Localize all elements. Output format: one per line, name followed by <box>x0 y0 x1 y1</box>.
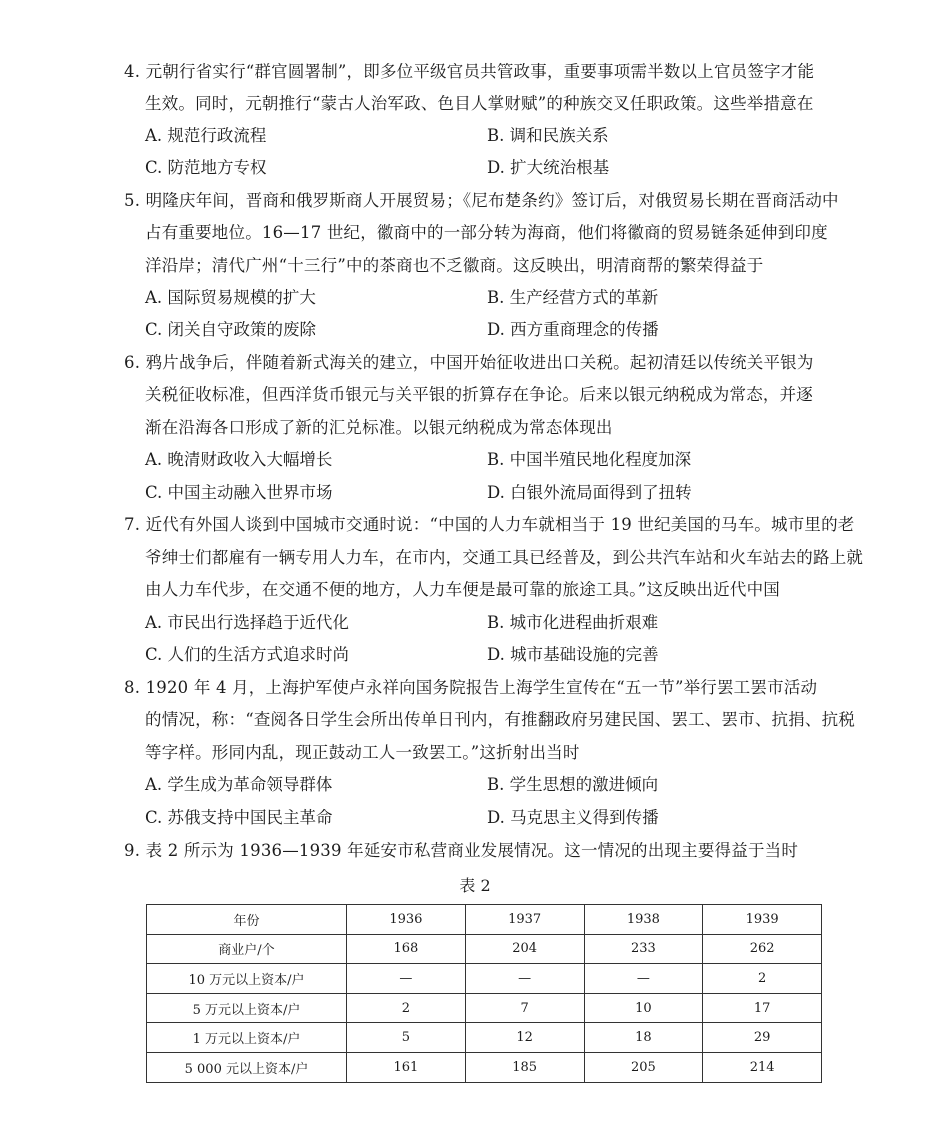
question-text-line: 5. 明隆庆年间，晋商和俄罗斯商人开展贸易；《尼布楚条约》签订后，对俄贸易长期在晋商活动中 <box>124 191 839 210</box>
option-a: A. 国际贸易规模的扩大 <box>145 288 316 307</box>
option-d: D. 西方重商理念的传播 <box>487 320 659 339</box>
row-label: 10 万元以上资本/户 <box>147 964 347 994</box>
table-row <box>147 1052 822 1082</box>
question-text-line: 占有重要地位。16—17 世纪，徽商中的一部分转为海商，他们将徽商的贸易链条延伸到印度 <box>145 223 828 242</box>
question-text-line: 9. 表 2 所示为 1936—1939 年延安市私营商业发展情况。这一情况的出现主要得益于当时 <box>124 841 799 860</box>
table-row <box>147 934 822 964</box>
question-text-line: 洋沿岸；清代广州“十三行”中的茶商也不乏徽商。这反映出，明清商帮的繁荣得益于 <box>145 256 764 275</box>
question-text-line: 4. 元朝行省实行“群官圆署制”，即多位平级官员共管政事，重要事项需半数以上官员签字才能 <box>124 62 815 81</box>
option-d: D. 马克思主义得到传播 <box>487 808 659 827</box>
option-d: D. 扩大统治根基 <box>487 158 610 177</box>
table-cell: 2 <box>703 964 822 994</box>
row-label: 商业户/个 <box>147 934 347 964</box>
table-cell: 5 <box>347 1023 466 1053</box>
option-d: D. 城市基础设施的完善 <box>487 645 659 664</box>
option-b: B. 生产经营方式的革新 <box>487 288 659 307</box>
table-cell: — <box>465 964 584 994</box>
table-header-row <box>147 905 822 935</box>
table-row <box>147 964 822 994</box>
option-c: C. 闭关自守政策的废除 <box>145 320 317 339</box>
table-row <box>147 993 822 1023</box>
table-cell: 10 <box>584 993 703 1023</box>
table-row <box>147 1023 822 1053</box>
question-text-line: 关税征收标准，但西洋货币银元与关平银的折算存在争论。后来以银元纳税成为常态，并逐 <box>145 385 813 404</box>
option-a: A. 规范行政流程 <box>145 126 267 145</box>
header-cell: 1938 <box>584 905 703 935</box>
option-c: C. 中国主动融入世界市场 <box>145 483 333 502</box>
question-text-line: 由人力车代步，在交通不便的地方，人力车便是最可靠的旅途工具。”这反映出近代中国 <box>145 580 780 599</box>
table-cell: 233 <box>584 934 703 964</box>
table-cell: 204 <box>465 934 584 964</box>
table-cell: 168 <box>347 934 466 964</box>
option-b: B. 城市化进程曲折艰难 <box>487 613 659 632</box>
option-a: A. 晚清财政收入大幅增长 <box>145 450 333 469</box>
question-text-line: 的情况，称：“查阅各日学生会所出传单日刊内，有推翻政府另建民国、罢工、罢市、抗捐、抗税 <box>145 710 856 729</box>
row-label: 1 万元以上资本/户 <box>147 1023 347 1053</box>
table-cell: 185 <box>465 1052 584 1082</box>
header-cell: 年份 <box>147 905 347 935</box>
header-cell: 1939 <box>703 905 822 935</box>
option-c: C. 人们的生活方式追求时尚 <box>145 645 350 664</box>
option-a: A. 学生成为革命领导群体 <box>145 775 333 794</box>
table-caption: 表 2 <box>459 876 491 895</box>
table-cell: 214 <box>703 1052 822 1082</box>
option-b: B. 学生思想的激进倾向 <box>487 775 659 794</box>
row-label: 5 万元以上资本/户 <box>147 993 347 1023</box>
table-cell: 12 <box>465 1023 584 1053</box>
header-cell: 1936 <box>347 905 466 935</box>
question-text-line: 爷绅士们都雇有一辆专用人力车，在市内，交通工具已经普及，到公共汽车站和火车站去的路上就 <box>145 548 864 567</box>
option-b: B. 中国半殖民地化程度加深 <box>487 450 692 469</box>
table-cell: 262 <box>703 934 822 964</box>
option-b: B. 调和民族关系 <box>487 126 609 145</box>
question-text-line: 6. 鸦片战争后，伴随着新式海关的建立，中国开始征收进出口关税。起初清廷以传统关平银为 <box>124 353 814 372</box>
table-cell: 29 <box>703 1023 822 1053</box>
row-label: 5 000 元以上资本/户 <box>147 1052 347 1082</box>
option-a: A. 市民出行选择趋于近代化 <box>145 613 349 632</box>
table-cell: 17 <box>703 993 822 1023</box>
table-cell: 7 <box>465 993 584 1023</box>
table-cell: — <box>347 964 466 994</box>
question-text-line: 7. 近代有外国人谈到中国城市交通时说：“中国的人力车就相当于 19 世纪美国的马车。城市里的老 <box>124 515 855 534</box>
option-c: C. 苏俄支持中国民主革命 <box>145 808 333 827</box>
question-text-line: 生效。同时，元朝推行“蒙古人治军政、色目人掌财赋”的种族交叉任职政策。这些举措意在 <box>145 94 814 113</box>
option-c: C. 防范地方专权 <box>145 158 267 177</box>
table-cell: 205 <box>584 1052 703 1082</box>
header-cell: 1937 <box>465 905 584 935</box>
question-text-line: 渐在沿海各口形成了新的汇兑标准。以银元纳税成为常态体现出 <box>145 418 613 437</box>
question-text-line: 等字样。形同内乱，现正鼓动工人一致罢工。”这折射出当时 <box>145 743 580 762</box>
question-text-line: 8. 1920 年 4 月，上海护军使卢永祥向国务院报告上海学生宣传在“五一节”举行罢工罢市活动 <box>124 678 818 697</box>
table-cell: 161 <box>347 1052 466 1082</box>
table-cell: — <box>584 964 703 994</box>
table-cell: 2 <box>347 993 466 1023</box>
table-cell: 18 <box>584 1023 703 1053</box>
option-d: D. 白银外流局面得到了扭转 <box>487 483 692 502</box>
data-table <box>146 904 822 1083</box>
